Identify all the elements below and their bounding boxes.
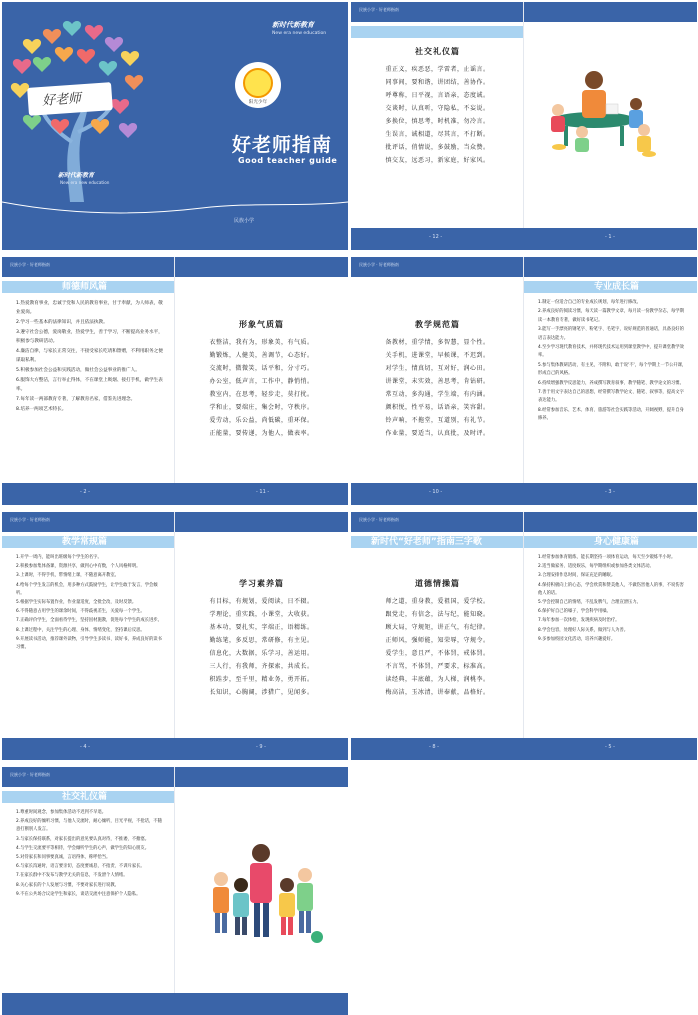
poem-heading: 教学规范篇 — [415, 320, 460, 329]
page-left — [351, 512, 524, 760]
list-item: 6.不得随意占用学生的课余时间，不得歧视差生，关爱每一个学生。 — [16, 609, 145, 615]
poem-heading: 道德情操篇 — [415, 579, 460, 588]
list-item: 4.保持积极向上的心态，学会欣赏和赞美他人，不做伤害他人的事，不说伤害他人的话。 — [538, 582, 684, 596]
poem-line: 不言骂，不体罚，严要求，标准高。 — [385, 663, 490, 670]
page-left — [351, 2, 524, 250]
cover-wave-line — [2, 2, 348, 250]
poem-line: 教室内，在思考，轻步走，莫打扰。 — [209, 391, 314, 398]
poem-line: 铃声响，不拖堂，互道别，有礼节。 — [385, 417, 490, 424]
poem-line: 有目标，有规划，爱阅读，日不辍。 — [209, 598, 314, 605]
cover-school: 民族小学 — [234, 218, 255, 224]
poem-line: 三人行，有我师，齐探索，共成长。 — [209, 663, 314, 670]
poem-line: 批评话，俏情说，多鼓励，当众赞。 — [385, 144, 490, 151]
page-number: - 12 - — [429, 234, 443, 240]
footer-bar — [2, 993, 348, 1015]
page-left — [351, 257, 524, 505]
list-item: 6.与家长沟通时，语言要亲切，态度要诚恳，不指责、不训斥家长。 — [16, 864, 145, 870]
page-right — [524, 2, 697, 250]
poem-line: 交流时，微微笑，话平和，分寸巧。 — [209, 365, 314, 372]
poem-line: 衣整洁，我有为，形象美，有气质。 — [209, 339, 314, 346]
list-item: 7.善于用文字表达自己的思想，经常撰写教学论文、随笔、叙事等，提高文字表达能力。 — [538, 390, 684, 404]
page-right — [175, 512, 348, 760]
poem-line: 备教材，重学情，多智慧，显个性。 — [385, 339, 490, 346]
poem-line: 正能量，要传递，为他人，做表率。 — [209, 430, 314, 437]
poem-line: 读经典，丰底蕴，为人梯，润桃李。 — [385, 676, 490, 683]
list-item: 7.每年读一两部教育专著，了解教育名家，借鉴先进理念。 — [16, 397, 136, 402]
poem-line: 关手机，进课堂，早候课，不迟到。 — [385, 352, 490, 359]
list-item: 9.多参加校园文化活动，培养兴趣爱好。 — [538, 636, 616, 642]
poem-line: 基本功，要扎实，字端正，语精练。 — [209, 624, 314, 631]
list-item: 5.对待家长和同事要真诚，言语得体，称呼恰当。 — [16, 855, 111, 861]
poem-heading: 社交礼仪篇 — [415, 47, 460, 56]
item-list — [538, 554, 687, 645]
poem-line: 梅高洁，玉冰清，讲奉献，品格好。 — [385, 689, 490, 696]
list-item: 3.合理安排作息时间，保证充足的睡眠。 — [538, 573, 616, 579]
list-item: 1.制定一份适合自己的专业成长规划，每年进行修改。 — [538, 300, 641, 305]
section-title: 身心健康篇 — [594, 537, 640, 547]
spread-etiquette — [2, 767, 348, 1015]
poem-line: 跟党走，有信念，法与纪，能知晓。 — [385, 611, 490, 618]
poem-line: 师之道，重身教，爱祖国，爱学校。 — [385, 598, 490, 605]
list-item: 6.服饰大方整洁，言行举止得体，不在课堂上吸烟、接打手机，做学生表率。 — [16, 378, 163, 392]
list-item: 6.保护好自己的嗓子，学会科学用嗓。 — [538, 609, 611, 615]
section-title: 专业成长篇 — [594, 282, 640, 292]
page-number: - 5 - — [605, 744, 615, 750]
section-title: 师德师风篇 — [62, 282, 108, 292]
page-fold — [523, 257, 524, 505]
list-item: 1.尊重时间观念，参加集体活动不迟到不早退。 — [16, 810, 107, 815]
list-item: 5.学会控制自己的情绪，不乱发脾气，合理宣泄压力。 — [538, 600, 641, 606]
list-item: 3.与家长保持联系，对家长提出的意见要认真对待，不推诿，不搪塞。 — [16, 836, 150, 842]
item-list — [538, 299, 687, 425]
list-item: 9.开展读书活动，推荐课外读物，引导学生多读书、读好书，养成良好的读书习惯。 — [16, 636, 162, 651]
poem-line: 重正义，疾恶恶，学雷者，止谣言。 — [385, 66, 490, 73]
list-item: 7.在家长群中不发布与教学无关的信息，不发泄个人情绪。 — [16, 873, 128, 879]
list-item: 3.能写一手漂亮的钢笔字、粉笔字、毛笔字，说好规范的普通话，具备良好的语言表达能力。 — [538, 327, 684, 341]
left-brand: 新时代新教育 — [58, 172, 95, 179]
page-left — [2, 767, 175, 1015]
poem-heading: 形象气质篇 — [239, 320, 284, 329]
poem-heading: 学习素养篇 — [239, 579, 284, 588]
morality-poem — [351, 578, 524, 699]
section-title: 教学常规篇 — [62, 537, 108, 547]
list-item: 4.与学生交流要平等相待，学会倾听学生的心声，做学生的知心朋友。 — [16, 845, 150, 851]
poem-line: 学和止，要端庄，集会时，守秩序。 — [209, 404, 314, 411]
list-item: 2.学习一些基本的法律知识，并且依法执教。 — [16, 320, 108, 325]
list-item: 1.开学一周内，能叫出班级每个学生的名字。 — [16, 555, 102, 560]
list-item: 5.参与集体教研活动，有主见，不附和，敢于说'不'，每个学期上一节公开课，形成自己的风格。 — [538, 362, 687, 377]
list-item: 5.积极参加社会公益和实践活动，做社会公益事业的推广人。 — [16, 368, 140, 373]
page-number: - 11 - — [256, 489, 270, 495]
list-item: 7.每年参加一次体检，发现疾病及时治疗。 — [538, 618, 620, 624]
logo-caption: 阳光少年 — [248, 100, 268, 105]
poem-line: 勤练笔，多反思，常研修，有主见。 — [209, 637, 314, 644]
cover — [2, 2, 348, 250]
cover-title: 好老师指南 — [232, 134, 333, 156]
list-item: 3.遵守社会公德，爱岗敬业，热爱学生，善于学习，不断提高业务水平，积极参与教研活动。 — [16, 330, 163, 344]
page-left — [2, 257, 175, 505]
cover-brand: 新时代新教育 — [272, 21, 314, 29]
poem-line: 常互动，多沟通，学生端，有内涵。 — [385, 391, 490, 398]
poem-line: 勤锻炼，人健美，善调节，心态好。 — [209, 352, 314, 359]
page-number: - 1 - — [605, 234, 615, 240]
left-brand-en: New era new education — [60, 180, 110, 185]
page-fold — [174, 257, 175, 505]
poem-line: 积跬步，至千里，精业务，勇开拓。 — [209, 676, 314, 683]
list-item: 2.养成良好的倾听习惯，与他人交流时，耐心倾听，目光平视，不抢话，不随意打断别人发言。 — [16, 819, 162, 833]
section-title: 新时代“好老师”指南三字歌 — [371, 537, 482, 547]
poem-line: 爱学生，意且严，不体罚，戒体罚。 — [385, 650, 490, 657]
footer-bar — [351, 228, 697, 250]
poem-line: 对学生，情真切，互对好，润心田。 — [385, 365, 490, 372]
cover-brand-en: New era new education — [272, 31, 327, 36]
poem-line: 爱劳动，乐公益，尚低碳，重环保。 — [209, 417, 314, 424]
teaching-poem — [351, 319, 524, 440]
page-fold — [523, 512, 524, 760]
poem-line: 讲课堂，未实效，善思考，肯钻研。 — [385, 378, 490, 385]
page-fold — [174, 767, 175, 1015]
header-tag: 民族小学 · 好老师指南 — [359, 262, 399, 267]
list-item: 6.持续增强教学反思能力，养成撰写教育叙事、教学随笔、教学论文的习惯。 — [538, 380, 684, 386]
footer-bar — [351, 738, 697, 760]
spread-teaching — [351, 257, 697, 505]
image-poem — [175, 319, 348, 440]
header-tag: 民族小学 · 好老师指南 — [10, 262, 50, 267]
poem-line: 交谈时，认真听，守隐私，不妄说。 — [385, 105, 490, 112]
page-number: - 9 - — [256, 744, 266, 750]
list-item: 8.上课过程中，关注学生的心理、身体、情绪变化，坚持课后反思。 — [16, 627, 145, 633]
poem-line: 多换位，慎思考，时机准，勿冷言。 — [385, 118, 490, 125]
learning-poem — [175, 578, 348, 699]
poem-line: 办公室，低声言，工作中，静悄悄。 — [209, 378, 314, 385]
poem-line: 慎交友，远恶习，新家庭，好家风。 — [385, 157, 490, 164]
page-number: - 10 - — [429, 489, 443, 495]
poem-line: 正师风，强师能，知荣辱，守规令。 — [385, 637, 490, 644]
list-item: 2.积极参加集体备课，资源共享，做到心中有数，个人风格鲜明。 — [16, 564, 141, 570]
footer-bar — [2, 738, 348, 760]
footer-bar — [351, 483, 697, 505]
ribbon-text: 好老师 — [41, 91, 82, 109]
page-fold — [523, 2, 524, 250]
item-list — [16, 299, 165, 415]
spread-ethics — [2, 257, 348, 505]
list-item: 2.适当做家务、适度娱乐，每学期组织或参加各类文体活动。 — [538, 564, 654, 570]
poem-line: 生误言，诚相道，尽其言，不打断。 — [385, 131, 490, 138]
spread-social — [351, 2, 697, 250]
spread-morality — [351, 512, 697, 760]
page-right — [175, 257, 348, 505]
header-tag: 民族小学 · 好老师指南 — [10, 517, 50, 522]
list-item: 4.给每个学生发言的机会，用多种方式鼓励学生，让学生敢于发言，学会倾听。 — [16, 582, 158, 596]
header-tag: 民族小学 · 好老师指南 — [359, 7, 399, 12]
page-number: - 2 - — [80, 489, 90, 495]
page-right — [524, 257, 697, 505]
page-left — [2, 512, 175, 760]
list-item: 8.学会包容，处理好人际关系，做到与人为善。 — [538, 627, 629, 633]
spread-routine — [2, 512, 348, 760]
list-item: 1.热爱教育事业，忠诚于党和人民的教育事业，甘于奉献，为人师表，敬业爱岗。 — [16, 301, 163, 315]
header-tag: 民族小学 · 好老师指南 — [359, 517, 399, 522]
list-item: 8.经常参加音乐、艺术、体育、旅游等社会实践等活动，开阔视野，提升自身修养。 — [538, 407, 684, 422]
poem-line: 同事间，要和谐，讲团结，善协作。 — [385, 79, 490, 86]
poem-line: 学理论，重实践，小课堂，大收获。 — [209, 611, 314, 618]
social-poem — [351, 46, 524, 167]
page-fold — [174, 512, 175, 760]
header-tag: 民族小学 · 好老师指南 — [10, 772, 50, 777]
item-list — [16, 809, 165, 900]
page-right — [524, 512, 697, 760]
poem-line: 信息化，大数据，乐学习，善运用。 — [209, 650, 314, 657]
list-item: 8.培养一两项艺术特长。 — [16, 407, 67, 412]
poem-line: 颜积悦，性平易，话语亲，笑容甜。 — [385, 404, 490, 411]
page-right — [175, 767, 348, 1015]
list-item: 1.经常参加体育锻炼，能长期坚持一项体育运动，每天至少锻炼半小时。 — [538, 555, 676, 560]
cover-title-en: Good teacher guide — [238, 156, 338, 165]
list-item: 3.上课时，不得手机，带情绪上课，不随意离开教室。 — [16, 573, 119, 579]
poem-line: 呼尊称，日平视，言语亲，态度诚。 — [385, 92, 490, 99]
item-list — [16, 554, 165, 653]
poem-line: 长知识，心胸阔，涉猎广，见闻多。 — [209, 689, 314, 696]
section-title: 社交礼仪篇 — [62, 792, 108, 802]
list-item: 4.至少学习现代教育技术，并将现代技术运用到课堂教学中，提升课堂教学效率。 — [538, 345, 684, 359]
list-item: 5.根据学生实际布置作业，作业量适度，全批全改，及时反馈。 — [16, 600, 137, 606]
footer-bar — [2, 483, 348, 505]
teacher-kids-illustration — [524, 2, 697, 250]
page-number: - 8 - — [429, 744, 439, 750]
page-number: - 3 - — [605, 489, 615, 495]
list-item: 9.不在公共场合议论学生和家长，谈话交流中注意保护个人隐私。 — [16, 891, 141, 897]
page-number: - 4 - — [80, 744, 90, 750]
list-item: 2.养成良好的阅读习惯，每天读一篇教学文章，每月读一份教学杂志，每学期读一本教育专著，做好读书笔记。 — [538, 309, 684, 323]
list-item: 8.关心家长的个人发展与习惯，不要对家长进行说教。 — [16, 882, 119, 888]
list-item: 4.廉洁自律，与家长正常交往，不接受家长吃请和馈赠，不利用职务之便谋取私利。 — [16, 349, 163, 363]
teacher-students-illustration — [175, 767, 348, 993]
cover-spread — [2, 2, 348, 250]
list-item: 7.正确评价学生，全面看待学生，坚持因材施教，促进每个学生的成长进步。 — [16, 618, 162, 624]
poem-line: 作业量，要适当，认真批，及时评。 — [385, 430, 490, 437]
poem-line: 顾大局，守规矩，讲正气，有纪律。 — [385, 624, 490, 631]
